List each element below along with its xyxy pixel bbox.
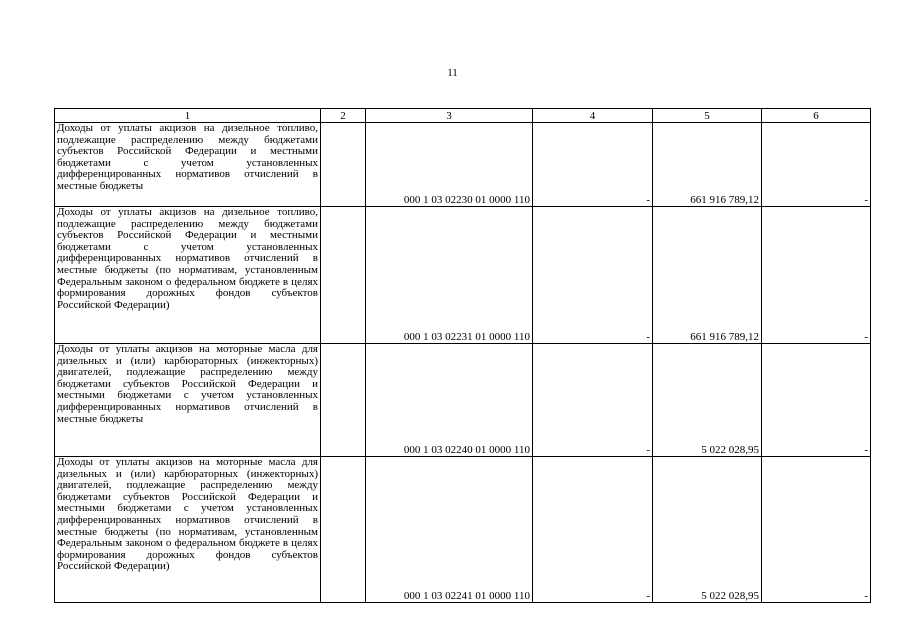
revenue-table (54, 108, 871, 603)
row-col2 (321, 457, 366, 603)
page-number: 11 (447, 67, 458, 79)
header-row (55, 109, 871, 123)
table-row (55, 123, 871, 207)
header-col-2: 2 (321, 109, 366, 123)
row-description: Доходы от уплаты акцизов на моторные масла для дизельных и (или) карбюраторных (инжекторных) двигателей, подлежащие распределению между бюджетами субъектов Российской Федерации и местными бюджетами с учетом установленных дифференцированных нормативов отчислений в местные бюджеты (по нормативам, установленным Федеральным законом о федеральном бюджете в целях формирования дорожных фондов субъектов Российской Федерации) (55, 457, 321, 603)
row-description: Доходы от уплаты акцизов на дизельное топливо, подлежащие распределению между бюджетами субъектов Российской Федерации и местными бюджетами с учетом установленных дифференцированных нормативов отчислений в местные бюджеты (55, 123, 321, 207)
row-amount: 661 916 789,12 (653, 207, 762, 344)
header-col-6: 6 (762, 109, 871, 123)
row-amount: 5 022 028,95 (653, 344, 762, 457)
table-row (55, 457, 871, 603)
table-row (55, 344, 871, 457)
row-col2 (321, 123, 366, 207)
header-col-5: 5 (653, 109, 762, 123)
row-budget-code: 000 1 03 02240 01 0000 110 (366, 344, 533, 457)
row-amount: 661 916 789,12 (653, 123, 762, 207)
header-col-3: 3 (366, 109, 533, 123)
row-col4: - (533, 344, 653, 457)
row-col4: - (533, 457, 653, 603)
row-col2 (321, 344, 366, 457)
row-budget-code: 000 1 03 02231 01 0000 110 (366, 207, 533, 344)
row-col2 (321, 207, 366, 344)
row-amount: 5 022 028,95 (653, 457, 762, 603)
row-description: Доходы от уплаты акцизов на моторные масла для дизельных и (или) карбюраторных (инжекторных) двигателей, подлежащие распределению между бюджетами субъектов Российской Федерации и местными бюджетами с учетом установленных дифференцированных нормативов отчислений в местные бюджеты (55, 344, 321, 457)
row-budget-code: 000 1 03 02230 01 0000 110 (366, 123, 533, 207)
row-col6: - (762, 123, 871, 207)
row-col6: - (762, 457, 871, 603)
row-col6: - (762, 344, 871, 457)
table-row (55, 207, 871, 344)
row-col4: - (533, 207, 653, 344)
row-col4: - (533, 123, 653, 207)
row-budget-code: 000 1 03 02241 01 0000 110 (366, 457, 533, 603)
header-col-4: 4 (533, 109, 653, 123)
header-col-1: 1 (55, 109, 321, 123)
row-col6: - (762, 207, 871, 344)
row-description: Доходы от уплаты акцизов на дизельное топливо, подлежащие распределению между бюджетами субъектов Российской Федерации и местными бюджетами с учетом установленных дифференцированных нормативов отчислений в местные бюджеты (по нормативам, установленным Федеральным законом о федеральном бюджете в целях формирования дорожных фондов субъектов Российской Федерации) (55, 207, 321, 344)
